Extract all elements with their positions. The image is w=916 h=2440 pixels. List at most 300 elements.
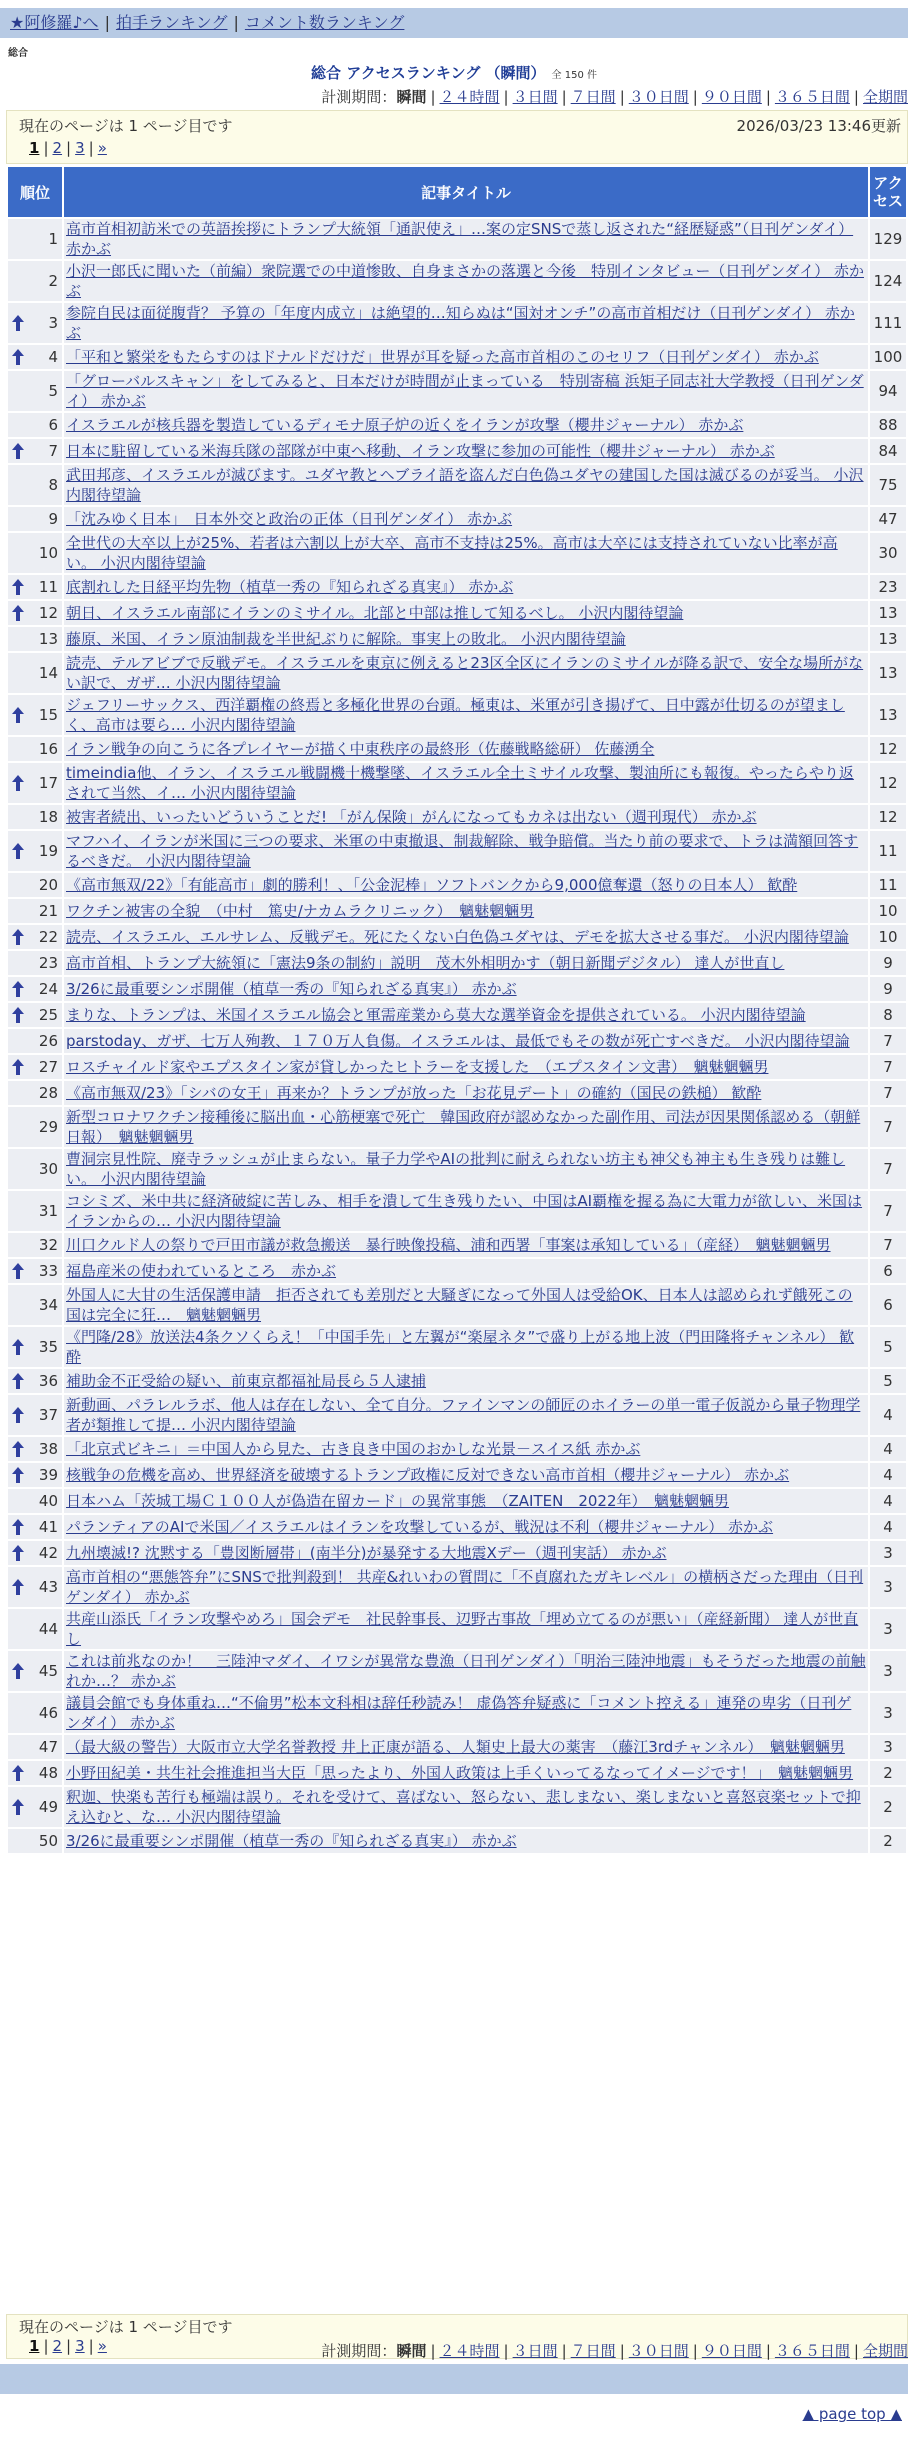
article-link[interactable]: 福島産米の使われているところ 赤かぶ <box>66 1262 337 1280</box>
table-header-row <box>8 167 906 217</box>
table-row <box>8 1055 906 1079</box>
period-separator: | <box>503 88 509 106</box>
title-cell <box>64 1259 868 1283</box>
rank-up-arrow-icon <box>11 442 25 460</box>
article-link[interactable]: 3/26に最重要シンポ開催（植草一秀の『知られざる真実』） 赤かぶ <box>66 1832 517 1850</box>
rank-number: 33 <box>38 1262 58 1280</box>
title-cell <box>64 1327 868 1367</box>
table-row <box>8 601 906 625</box>
article-link[interactable]: timeindia他、イラン、イスラエル戦闘機十機撃墜、イスラエル全土ミサイル攻撃、製油所にも報復。やったらやり返されて当然、イ… 小沢内閣待望論 <box>66 764 854 802</box>
rank-number: 47 <box>38 1738 58 1756</box>
title-cell <box>64 899 868 923</box>
period-link[interactable]: ２４時間 <box>439 2342 500 2360</box>
rank-number: 36 <box>38 1372 58 1390</box>
table-row <box>8 1541 906 1565</box>
title-cell <box>64 1437 868 1461</box>
rank-number: 39 <box>38 1466 58 1484</box>
access-count: 94 <box>870 371 906 411</box>
title-cell <box>64 1285 868 1325</box>
access-count: 13 <box>870 653 906 693</box>
rank-cell <box>8 465 62 505</box>
rank-cell <box>8 805 62 829</box>
table-row <box>8 737 906 761</box>
rank-cell <box>8 1651 62 1691</box>
pager-separator: | <box>66 139 72 157</box>
title-cell <box>64 1567 868 1607</box>
title-cell <box>64 695 868 735</box>
pager-bottom <box>29 2337 107 2355</box>
rank-header: 順位 <box>8 167 62 217</box>
pager-separator: | <box>66 2337 72 2355</box>
table-row <box>8 653 906 693</box>
period-separator: | <box>692 2342 698 2360</box>
rank-number: 49 <box>38 1798 58 1816</box>
table-row <box>8 1029 906 1053</box>
title-cell <box>64 805 868 829</box>
access-count: 84 <box>870 439 906 463</box>
pager-page-link[interactable]: 2 <box>52 2337 63 2355</box>
rank-cell <box>8 345 62 369</box>
rank-cell <box>8 507 62 531</box>
ranking-table <box>6 165 908 1855</box>
rank-cell <box>8 737 62 761</box>
access-count: 10 <box>870 899 906 923</box>
pager-page-link[interactable]: 3 <box>75 2337 85 2355</box>
rank-up-arrow-icon <box>11 842 25 860</box>
rank-number: 7 <box>48 442 58 460</box>
period-current: 瞬間 <box>396 2342 427 2360</box>
article-link[interactable]: 藤原、米国、イラン原油制裁を半世紀ぶりに解除。事実上の敗北。 小沢内閣待望論 <box>66 630 626 648</box>
period-separator: | <box>561 88 567 106</box>
article-link[interactable]: イスラエルが核兵器を製造しているディモナ原子炉の近くをイランが攻撃（櫻井ジャーナル） 赤かぶ <box>66 416 744 434</box>
rank-up-arrow-icon <box>11 1372 25 1390</box>
title-cell <box>64 1369 868 1393</box>
title-header: 記事タイトル <box>64 167 868 217</box>
access-count: 3 <box>870 1609 906 1649</box>
article-link[interactable]: parstoday、ガザ、七万人殉教、１７０万人負傷。イスラエルは、最低でもその数が死亡すべきだ。 小沢内閣待望論 <box>66 1032 850 1050</box>
table-row <box>8 873 906 897</box>
rank-up-arrow-icon <box>11 1764 25 1782</box>
article-link[interactable]: 小沢一郎氏に聞いた（前編）衆院選での中道惨敗、自身まさかの落選と今後 特別インタビュー（日刊ゲンダイ） 赤かぶ <box>66 262 864 300</box>
article-link[interactable]: 新型コロナワクチン接種後に脳出血・心筋梗塞で死亡 韓国政府が認めなかった副作用、司法が因果関係認める（朝鮮日報） 魑魅魍魎男 <box>66 1108 861 1146</box>
rank-cell <box>8 1693 62 1733</box>
access-count: 3 <box>870 1567 906 1607</box>
article-link[interactable]: 読売、テルアビブで反戦デモ。イスラエルを東京に例えると23区全区にイランのミサイルが降る訳で、安全な場所がない訳で、ガザ… 小沢内閣待望論 <box>66 654 864 692</box>
access-count: 3 <box>870 1541 906 1565</box>
rank-cell <box>8 1829 62 1853</box>
title-cell <box>64 1829 868 1853</box>
rank-cell <box>8 1515 62 1539</box>
access-count: 9 <box>870 951 906 975</box>
article-link[interactable]: 「沈みゆく日本」 日本外交と政治の正体（日刊ゲンダイ） 赤かぶ <box>66 510 513 528</box>
period-separator: | <box>619 2342 625 2360</box>
period-separator: | <box>430 2342 436 2360</box>
title-cell <box>64 1233 868 1257</box>
access-count: 3 <box>870 1693 906 1733</box>
access-count: 13 <box>870 601 906 625</box>
table-row <box>8 1735 906 1759</box>
rank-number: 22 <box>38 928 58 946</box>
period-link[interactable]: ３０日間 <box>628 88 689 106</box>
period-link[interactable]: ９０日間 <box>701 2342 762 2360</box>
access-count: 10 <box>870 925 906 949</box>
article-link[interactable]: 底割れした日経平均先物（植草一秀の『知られざる真実』） 赤かぶ <box>66 578 514 596</box>
period-selector-top <box>321 86 908 107</box>
title-cell <box>64 261 868 301</box>
table-row <box>8 899 906 923</box>
pager-next-link[interactable]: » <box>97 2337 107 2355</box>
rank-up-arrow-icon <box>11 706 25 724</box>
access-count: 9 <box>870 977 906 1001</box>
access-count: 129 <box>870 219 906 259</box>
access-count: 3 <box>870 1651 906 1691</box>
period-link[interactable]: 全期間 <box>862 2342 908 2360</box>
rank-cell <box>8 1029 62 1053</box>
rank-cell <box>8 873 62 897</box>
rank-cell <box>8 219 62 259</box>
title-cell <box>64 873 868 897</box>
article-link[interactable]: 高市首相初訪米での英語挨拶にトランプ大統領「通訳使え」…案の定SNSで蒸し返された“経歴疑惑”（日刊ゲンダイ） 赤かぶ <box>66 220 854 258</box>
table-row <box>8 1463 906 1487</box>
rank-number: 37 <box>38 1406 58 1424</box>
rank-number: 44 <box>38 1620 58 1638</box>
table-row <box>8 439 906 463</box>
rank-cell <box>8 303 62 343</box>
article-link[interactable]: 参院自民は面従腹背？ 予算の「年度内成立」は絶望的…知らぬは“国対オンチ”の高市首相だけ（日刊ゲンダイ） 赤かぶ <box>66 304 855 342</box>
table-row <box>8 507 906 531</box>
access-count: 12 <box>870 763 906 803</box>
rank-cell <box>8 1541 62 1565</box>
table-row <box>8 831 906 871</box>
rank-cell <box>8 1787 62 1827</box>
access-count: 6 <box>870 1259 906 1283</box>
rank-up-arrow-icon <box>11 774 25 792</box>
access-count: 2 <box>870 1829 906 1853</box>
article-link[interactable]: ジェフリーサックス、西洋覇権の終焉と多極化世界の台頭。極東は、米軍が引き揚げて、日中露が仕切るのが望ましく、高市は要ら… 小沢内閣待望論 <box>66 696 845 734</box>
rank-cell <box>8 653 62 693</box>
table-row <box>8 371 906 411</box>
table-row <box>8 303 906 343</box>
period-label: 計測期間： <box>321 2342 397 2360</box>
rank-cell <box>8 1081 62 1105</box>
rank-up-arrow-icon <box>11 1466 25 1484</box>
pager-page-link[interactable]: 3 <box>75 139 85 157</box>
title-cell <box>64 737 868 761</box>
article-link[interactable]: 《高市無双/23》「シバの女王」再来か？トランプが放った「お花見デート」の確約（国民の鉄槌） 歓酔 <box>66 1084 762 1102</box>
article-link[interactable]: 日本ハム「茨城工場Ｃ１００人が偽造在留カード」の異常事態 （ZAITEN 2022年） 魑魅魍魎男 <box>66 1492 729 1510</box>
rank-cell <box>8 1107 62 1147</box>
rank-cell <box>8 1003 62 1027</box>
access-count: 12 <box>870 805 906 829</box>
article-link[interactable]: 《門隆/28》放送法4条クソくらえ！「中国手先」と左翼が“楽屋ネタ”で盛り上がる地上波（門田隆将チャンネル） 歓酔 <box>66 1328 855 1366</box>
title-cell <box>64 1055 868 1079</box>
rank-cell <box>8 1437 62 1461</box>
period-separator: | <box>765 2342 771 2360</box>
pager-current-page: 1 <box>29 2337 40 2355</box>
period-current: 瞬間 <box>396 88 427 106</box>
rank-up-arrow-icon <box>11 1440 25 1458</box>
rank-number: 11 <box>38 578 58 596</box>
table-row <box>8 1761 906 1785</box>
table-row <box>8 627 906 651</box>
period-link[interactable]: ９０日間 <box>701 88 762 106</box>
rank-cell <box>8 1463 62 1487</box>
rank-number: 45 <box>38 1662 58 1680</box>
rank-cell <box>8 1735 62 1759</box>
rank-number: 13 <box>38 630 58 648</box>
rank-number: 27 <box>38 1058 58 1076</box>
access-count: 5 <box>870 1369 906 1393</box>
table-row <box>8 805 906 829</box>
article-link[interactable]: 朝日、イスラエル南部にイランのミサイル。北部と中部は推して知るべし。 小沢内閣待望論 <box>66 604 684 622</box>
access-count: 13 <box>870 695 906 735</box>
rank-cell <box>8 413 62 437</box>
table-row <box>8 1515 906 1539</box>
rank-cell <box>8 601 62 625</box>
article-link[interactable]: 議員会館でも身体重ね…“不倫男”松本文科相は辞任秒読み！ 虚偽答弁疑惑に「コメント控える」連発の卑劣（日刊ゲンダイ） 赤かぶ <box>66 1694 852 1732</box>
article-link[interactable]: 核戦争の危機を高め、世界経済を破壊するトランプ政権に反対できない高市首相（櫻井ジャーナル） 赤かぶ <box>66 1466 790 1484</box>
article-link[interactable]: 外国人に大甘の生活保護申請 拒否されても差別だと大騒ぎになって外国人は受給OK、日本人は認められず餓死この国は完全に狂… 魑魅魍魎男 <box>66 1286 853 1324</box>
rank-cell <box>8 1369 62 1393</box>
access-count: 4 <box>870 1515 906 1539</box>
title-cell <box>64 1029 868 1053</box>
table-row <box>8 345 906 369</box>
rank-cell <box>8 261 62 301</box>
rank-number: 1 <box>48 230 58 248</box>
rank-number: 15 <box>38 706 58 724</box>
article-link[interactable]: 九州壊滅!? 沈黙する「豊図断層帯」(南半分)が暴発する大地震Xデー（週刊実話） 赤かぶ <box>66 1544 667 1562</box>
article-link[interactable]: 補助金不正受給の疑い、前東京都福祉局長ら５人逮捕 <box>66 1372 427 1390</box>
rank-number: 17 <box>38 774 58 792</box>
comment-ranking-link[interactable]: コメント数ランキング <box>244 13 405 32</box>
rank-cell <box>8 1055 62 1079</box>
period-separator: | <box>853 2342 859 2360</box>
rank-up-arrow-icon <box>11 1406 25 1424</box>
title-cell <box>64 1081 868 1105</box>
article-link[interactable]: 共産山添氏「イラン攻撃やめろ」国会デモ 社民幹事長、辺野古事故「埋め立てるのが悪い」（産経新聞） 達人が世直し <box>66 1610 859 1648</box>
rank-up-arrow-icon <box>11 1006 25 1024</box>
access-count: 47 <box>870 507 906 531</box>
title-cell <box>64 653 868 693</box>
access-count: 4 <box>870 1463 906 1487</box>
clap-ranking-link[interactable]: 拍手ランキング <box>115 13 228 32</box>
title-cell <box>64 831 868 871</box>
rank-number: 41 <box>38 1518 58 1536</box>
rank-cell <box>8 1259 62 1283</box>
access-count: 2 <box>870 1787 906 1827</box>
table-row <box>8 261 906 301</box>
title-cell <box>64 1515 868 1539</box>
article-link[interactable]: 全世代の大卒以上が25%、若者は六割以上が大卒、高市不支持は25%。高市は大卒には支持されていない比率が高い。 小沢内閣待望論 <box>66 534 838 572</box>
rank-number: 28 <box>38 1084 58 1102</box>
title-cell <box>64 763 868 803</box>
period-link[interactable]: ２４時間 <box>439 88 500 106</box>
current-page-text: 現在のページは 1 ページ目です <box>19 2318 233 2336</box>
rank-up-arrow-icon <box>11 1338 25 1356</box>
rank-cell <box>8 1567 62 1607</box>
access-count: 2 <box>870 1761 906 1785</box>
table-row <box>8 413 906 437</box>
updated-timestamp: 2026/03/23 13:46更新 <box>736 117 901 135</box>
rank-cell <box>8 1233 62 1257</box>
access-count: 7 <box>870 1081 906 1105</box>
rank-cell <box>8 925 62 949</box>
table-row <box>8 695 906 735</box>
rank-cell <box>8 371 62 411</box>
table-row <box>8 1191 906 1231</box>
access-count: 100 <box>870 345 906 369</box>
rank-cell <box>8 977 62 1001</box>
article-link[interactable]: 「平和と繁栄をもたらすのはドナルドだけだ」世界が耳を疑った高市首相のこのセリフ（日刊ゲンダイ） 赤かぶ <box>66 348 819 366</box>
pager-separator: | <box>43 139 49 157</box>
rank-number: 4 <box>48 348 58 366</box>
access-count: 4 <box>870 1395 906 1435</box>
title-cell <box>64 627 868 651</box>
table-row <box>8 1609 906 1649</box>
pager-next-link[interactable]: » <box>97 139 107 157</box>
article-link[interactable]: 3/26に最重要シンポ開催（植草一秀の『知られざる真実』） 赤かぶ <box>66 980 517 998</box>
article-link[interactable]: （最大級の警告）大阪市立大学名誉教授 井上正康が語る、人類史上最大の薬害 （藤江3rdチャンネル） 魑魅魍魎男 <box>66 1738 845 1756</box>
rank-number: 2 <box>48 272 58 290</box>
table-row <box>8 1693 906 1733</box>
article-link[interactable]: ロスチャイルド家やエプスタイン家が貸しかったヒトラーを支援した （エプスタイン文書） 魑魅魍魎男 <box>66 1058 769 1076</box>
rank-up-arrow-icon <box>11 1058 25 1076</box>
title-cell <box>64 575 868 599</box>
article-link[interactable]: これは前兆なのか！ 三陸沖マダイ、イワシが異常な豊漁（日刊ゲンダイ）「明治三陸沖地震」もそうだった地震の前触れか…？ 赤かぶ <box>66 1652 866 1690</box>
article-link[interactable]: マフハイ、イランが米国に三つの要求、米軍の中東撤退、制裁解除、戦争賠償。当たり前の要求で、トラは満額回答するべきだ。 小沢内閣待望論 <box>66 832 859 870</box>
rank-up-arrow-icon <box>11 1262 25 1280</box>
rank-number: 42 <box>38 1544 58 1562</box>
article-link[interactable]: 日本に駐留している米海兵隊の部隊が中東へ移動、イラン攻撃に参加の可能性（櫻井ジャーナル） 赤かぶ <box>66 442 775 460</box>
access-count: 111 <box>870 303 906 343</box>
period-link[interactable]: ７日間 <box>570 2342 616 2360</box>
title-cell <box>64 371 868 411</box>
pager-separator: | <box>88 139 94 157</box>
table-row <box>8 977 906 1001</box>
current-page-text: 現在のページは 1 ページ目です <box>19 117 233 135</box>
article-link[interactable]: 小野田紀美・共生社会推進担当大臣「思ったより、外国人政策は上手くいってるなってイメージです！」 魑魅魍魎男 <box>66 1764 854 1782</box>
table-row <box>8 763 906 803</box>
table-row <box>8 951 906 975</box>
title-cell <box>64 507 868 531</box>
article-link[interactable]: 「グローバルスキャン」をしてみると、日本だけが時間が止まっている 特別寄稿 浜矩子同志社大学教授（日刊ゲンダイ） 赤かぶ <box>66 372 864 410</box>
table-row <box>8 1369 906 1393</box>
article-link[interactable]: 高市首相、トランプ大統領に「憲法9条の制約」説明 茂木外相明かす（朝日新聞デジタル） 達人が世直し <box>66 954 785 972</box>
period-link[interactable]: ３６５日間 <box>774 88 850 106</box>
article-link[interactable]: イラン戦争の向こうに各プレイヤーが描く中東秩序の最終形（佐藤戦略総研） 佐藤湧全 <box>66 740 655 758</box>
rank-number: 38 <box>38 1440 58 1458</box>
article-link[interactable]: 新動画、パラレルラボ、他人は存在しない、全て自分。ファインマンの師匠のホイラーの単一電子仮説から量子物理学者が類推して提… 小沢内閣待望論 <box>66 1396 861 1434</box>
title-cell <box>64 601 868 625</box>
period-label: 計測期間： <box>321 88 397 106</box>
title-cell <box>64 303 868 343</box>
rank-number: 14 <box>38 664 58 682</box>
item-count: 全 150 件 <box>551 70 597 81</box>
rank-up-arrow-icon <box>11 1578 25 1596</box>
title-cell <box>64 465 868 505</box>
rank-number: 24 <box>38 980 58 998</box>
rank-number: 30 <box>38 1160 58 1178</box>
period-link[interactable]: ３日間 <box>512 88 558 106</box>
status-box-top <box>6 110 908 164</box>
article-link[interactable]: 曹洞宗見性院、廃寺ラッシュが止まらない。量子力学やAIの批判に耐えられない坊主も神父も神主も生き残りは難しい。 小沢内閣待望論 <box>66 1150 846 1188</box>
home-link[interactable]: ★阿修羅♪へ <box>10 13 99 32</box>
pager-page-link[interactable]: 2 <box>52 139 63 157</box>
period-link[interactable]: 全期間 <box>862 88 908 106</box>
article-link[interactable]: 高市首相の“悪態答弁”にSNSで批判殺到！ 共産&れいわの質問に「不貞腐れたガキレベル」の横柄さだった理由（日刊ゲンダイ） 赤かぶ <box>66 1568 864 1606</box>
rank-number: 12 <box>38 604 58 622</box>
period-link[interactable]: ３０日間 <box>628 2342 689 2360</box>
category-tag: 総合 <box>8 48 28 59</box>
rank-cell <box>8 1609 62 1649</box>
access-count: 8 <box>870 1003 906 1027</box>
article-link[interactable]: 釈迦、快楽も苦行も極端は誤り。それを受けて、喜ばない、怒らない、悲しまない、楽しまないと喜怒哀楽セットで抑え込むと、な… 小沢内閣待望論 <box>66 1788 861 1826</box>
period-separator: | <box>430 88 436 106</box>
access-count: 7 <box>870 1191 906 1231</box>
pager-separator: | <box>43 2337 49 2355</box>
period-link[interactable]: ７日間 <box>570 88 616 106</box>
rank-number: 3 <box>48 314 58 332</box>
access-count: 12 <box>870 737 906 761</box>
rank-number: 8 <box>48 476 58 494</box>
rank-up-arrow-icon <box>11 1518 25 1536</box>
page-top-link[interactable]: ▲ page top ▲ <box>802 2405 902 2423</box>
rank-cell <box>8 951 62 975</box>
title-cell <box>64 1541 868 1565</box>
rank-up-arrow-icon <box>11 604 25 622</box>
article-link[interactable]: パランティアのAIで米国／イスラエルはイランを攻撃しているが、戦況は不利（櫻井ジャーナル） 赤かぶ <box>66 1518 774 1536</box>
rank-number: 32 <box>38 1236 58 1254</box>
article-link[interactable]: 《高市無双/22》「有能高市」劇的勝利！、「公金泥棒」ソフトバンクから9,000億奪還（怒りの日本人） 歓酔 <box>66 876 798 894</box>
article-link[interactable]: 武田邦彦、イスラエルが滅びます。ユダヤ教とヘブライ語を盗んだ白色偽ユダヤの建国した国は滅びるのが妥当。 小沢内閣待望論 <box>66 466 864 504</box>
title-cell <box>64 1191 868 1231</box>
article-link[interactable]: 「北京式ビキニ」＝中国人から見た、古き良き中国のおかしな光景－スイス紙 赤かぶ <box>66 1440 641 1458</box>
table-row <box>8 1567 906 1607</box>
rank-cell <box>8 439 62 463</box>
article-link[interactable]: 川口クルド人の祭りで戸田市議が救急搬送 暴行映像投稿、浦和西署「事案は承知している」（産経） 魑魅魍魎男 <box>66 1236 831 1254</box>
rank-number: 20 <box>38 876 58 894</box>
article-link[interactable]: 被害者続出、いったいどういうことだ! 「がん保険」がんになってもカネは出ない（週刊現代） 赤かぶ <box>66 808 757 826</box>
access-count: 7 <box>870 1149 906 1189</box>
rank-up-arrow-icon <box>11 980 25 998</box>
table-row <box>8 925 906 949</box>
table-row <box>8 1081 906 1105</box>
rank-cell <box>8 1285 62 1325</box>
rank-number: 21 <box>38 902 58 920</box>
rank-number: 6 <box>48 416 58 434</box>
table-row <box>8 533 906 573</box>
rank-up-arrow-icon <box>11 348 25 366</box>
period-selector-bottom <box>321 2340 908 2361</box>
title-cell <box>64 1463 868 1487</box>
article-link[interactable]: 読売、イスラエル、エルサレム、反戦デモ。死にたくない白色偽ユダヤは、デモを拡大させる事だ。 小沢内閣待望論 <box>66 928 849 946</box>
rank-number: 26 <box>38 1032 58 1050</box>
table-row <box>8 1285 906 1325</box>
article-link[interactable]: ワクチン被害の全貌 （中村 篤史/ナカムラクリニック） 魑魅魍魎男 <box>66 902 535 920</box>
title-cell <box>64 533 868 573</box>
access-count: 75 <box>870 465 906 505</box>
rank-cell <box>8 1761 62 1785</box>
access-count: 23 <box>870 575 906 599</box>
article-link[interactable]: まりな、トランプは、米国イスラエル協会と軍需産業から莫大な選挙資金を提供されている。 小沢内閣待望論 <box>66 1006 806 1024</box>
period-link[interactable]: ３日間 <box>512 2342 558 2360</box>
article-link[interactable]: コシミズ、米中共に経済破綻に苦しみ、相手を潰して生き残りたい、中国はAI覇権を握る為に大電力が欲しい、米国はイランからの… 小沢内閣待望論 <box>66 1192 863 1230</box>
rank-number: 9 <box>48 510 58 528</box>
title-cell <box>64 1107 868 1147</box>
period-link[interactable]: ３６５日間 <box>774 2342 850 2360</box>
rank-number: 31 <box>38 1202 58 1220</box>
table-row <box>8 1149 906 1189</box>
